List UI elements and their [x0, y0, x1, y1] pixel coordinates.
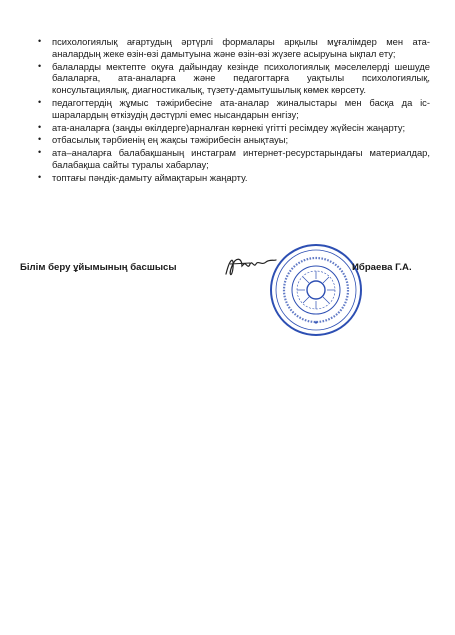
signatory-name: Ибраева Г.А. — [352, 262, 412, 273]
signatory-title: Білім беру ұйымының басшысы — [20, 262, 177, 273]
list-item-text: ата-аналарға (заңды өкілдерге)арналған көрнекі үгітті ресімдеу жүйесін жаңарту; — [52, 121, 406, 133]
bullet-dot-icon: • — [38, 36, 42, 46]
round-seal-icon — [268, 242, 364, 338]
list-item-text: топтағы пәндік-дамыту аймақтарын жаңарту. — [52, 171, 248, 183]
bullet-dot-icon: • — [38, 147, 42, 158]
list-item-text: ата–аналарға балабақшаның инстаграм интернет-ресурстарындағы материалдар, балабақша сайты туралы хабарлау; — [52, 147, 430, 170]
list-item — [38, 97, 430, 121]
signature-block — [20, 256, 420, 336]
list-item-text: психологиялық ағартудың әртүрлі формалары арқылы мұғалімдер мен ата-аналардың жеке өзін-өзі дамытуына және өзін-өзі жүзеге асыруына ықпал ету; — [52, 36, 430, 59]
list-item-text: педагогтердің жұмыс тәжірибесіне ата-аналар жиналыстары мен басқа да іс-шаралардың өткізудің дәстүрлі емес нысандарын енгізу; — [52, 96, 430, 120]
list-item — [38, 147, 430, 171]
list-item — [38, 36, 430, 60]
list-item — [38, 172, 430, 184]
bullet-dot-icon: • — [38, 171, 42, 182]
list-item-text: балаларды мектепте оқуға дайындау кезінде психологиялық мәселелерді шешуде балаларға, ата-аналарға және педагогтарға уақтылы психологиялық, консультациялық, диагностикалық, түзету-дамытушылық көмек көрсету. — [52, 60, 430, 96]
bullet-dot-icon: • — [38, 60, 42, 71]
bullet-dot-icon: • — [38, 134, 42, 145]
bullet-dot-icon: • — [38, 121, 42, 132]
task-bullet-list — [38, 36, 430, 185]
svg-text:★: ★ — [313, 320, 319, 326]
list-item-text: отбасылық тәрбиенің ең жақсы тәжірибесін анықтауы; — [52, 134, 289, 146]
list-item — [38, 61, 430, 96]
list-item — [38, 134, 430, 146]
bullet-dot-icon: • — [38, 96, 42, 107]
list-item — [38, 122, 430, 134]
